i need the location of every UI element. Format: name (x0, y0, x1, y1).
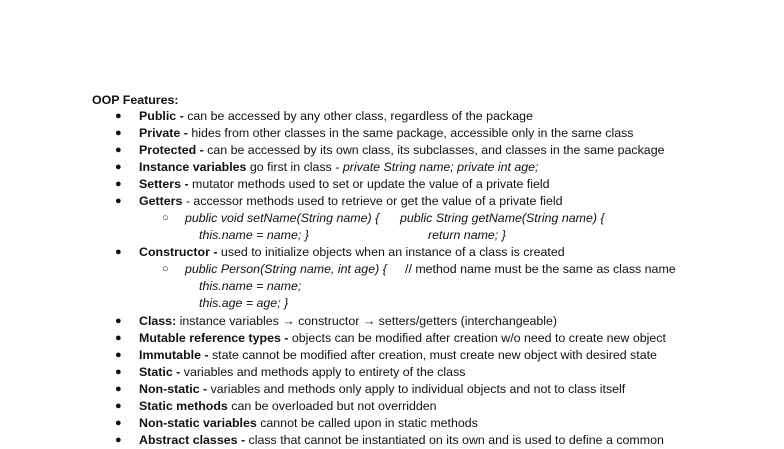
item-text: can be accessed by its own class, its subclasses, and classes in the same package (203, 143, 665, 157)
bullet-icon: ● (115, 332, 122, 344)
item-text: instance variables → constructor → setters/getters (interchangeable) (176, 314, 558, 328)
code-getname (400, 210, 605, 227)
item-text: hides from other classes in the same package, accessible only in the same class (187, 126, 634, 140)
bullet-icon: ● (115, 110, 122, 122)
item-text: mutator methods used to set or update the value of a private field (188, 177, 550, 191)
bullet-icon: ● (115, 417, 122, 429)
list-item-static-methods (139, 398, 437, 415)
item-term: Protected - (139, 143, 204, 157)
bullet-icon: ● (115, 144, 122, 156)
item-text: class that cannot be instantiated on its own and is used to define a common (245, 433, 664, 447)
bullet-icon: ● (115, 195, 122, 207)
list-item-protected (139, 142, 664, 159)
code-line: this.name = name; (199, 279, 302, 293)
list-item-non-static (139, 381, 625, 398)
item-term: Getters (139, 194, 183, 208)
item-term: Setters - (139, 177, 189, 191)
bullet-icon: ● (115, 383, 122, 395)
bullet-icon: ● (115, 246, 122, 258)
list-item-static (139, 364, 465, 381)
code-line: return name; } (428, 228, 506, 242)
code-comment-text: // method name must be the same as class name (405, 262, 676, 276)
list-item-immutable (139, 347, 657, 364)
code-constructor (185, 261, 387, 278)
item-term: Static - (139, 365, 181, 379)
item-text: can be overloaded but not overridden (227, 399, 437, 413)
item-term: Class: (139, 314, 177, 328)
item-term: Instance variables (139, 160, 247, 174)
code-constructor-body-2 (199, 295, 288, 312)
item-term: Private - (139, 126, 188, 140)
list-item-setters (139, 176, 550, 193)
section-heading: OOP Features: (92, 93, 179, 107)
list-item-constructor (139, 244, 565, 261)
code-comment (405, 261, 676, 278)
item-term: Constructor - (139, 245, 218, 259)
item-text: - accessor methods used to retrieve or get the value of a private field (182, 194, 563, 208)
item-text: variables and methods only apply to individual objects and not to class itself (207, 382, 626, 396)
code-getname-body (428, 227, 506, 244)
item-term: Immutable - (139, 348, 209, 362)
list-item-class (139, 313, 557, 330)
code-line: public String getName(String name) { (400, 211, 605, 225)
list-item-mutable (139, 330, 666, 347)
item-text: state cannot be modified after creation, must create new object with desired state (208, 348, 657, 362)
bullet-icon: ● (115, 349, 122, 361)
code-setname-body (199, 227, 309, 244)
bullet-icon: ● (115, 366, 122, 378)
code-line: public void setName(String name) { (185, 211, 380, 225)
list-item-non-static-variables (139, 415, 478, 432)
bullet-icon: ● (115, 400, 122, 412)
list-item-private (139, 125, 634, 142)
bullet-icon: ● (115, 434, 122, 446)
item-text: variables and methods apply to entirety of the class (180, 365, 466, 379)
bullet-icon: ● (115, 178, 122, 190)
list-item-getters (139, 193, 563, 210)
code-setname (185, 210, 379, 227)
item-term: Non-static variables (139, 416, 257, 430)
item-text: objects can be modified after creation w/o need to create new object (288, 331, 666, 345)
item-text: can be accessed by any other class, regardless of the package (183, 109, 533, 123)
sub-bullet-icon: ○ (162, 212, 169, 224)
item-text: cannot be called upon in static methods (256, 416, 478, 430)
item-term: Non-static - (139, 382, 208, 396)
item-term: Mutable reference types - (139, 331, 289, 345)
item-term: Public - (139, 109, 184, 123)
code-line: this.age = age; } (199, 296, 289, 310)
code-line: this.name = name; } (199, 228, 309, 242)
item-term: Static methods (139, 399, 228, 413)
bullet-icon: ● (115, 127, 122, 139)
bullet-icon: ● (115, 315, 122, 327)
bullet-icon: ● (115, 161, 122, 173)
item-code: private String name; private int age; (342, 160, 539, 174)
list-item-instance-variables (139, 159, 538, 176)
item-text: go first in class - (246, 160, 343, 174)
item-term: Abstract classes - (139, 433, 246, 447)
code-line: public Person(String name, int age) { (185, 262, 387, 276)
code-constructor-body-1 (199, 278, 301, 295)
list-item-public (139, 108, 533, 125)
sub-bullet-icon: ○ (162, 263, 169, 275)
item-text: used to initialize objects when an instance of a class is created (217, 245, 565, 259)
